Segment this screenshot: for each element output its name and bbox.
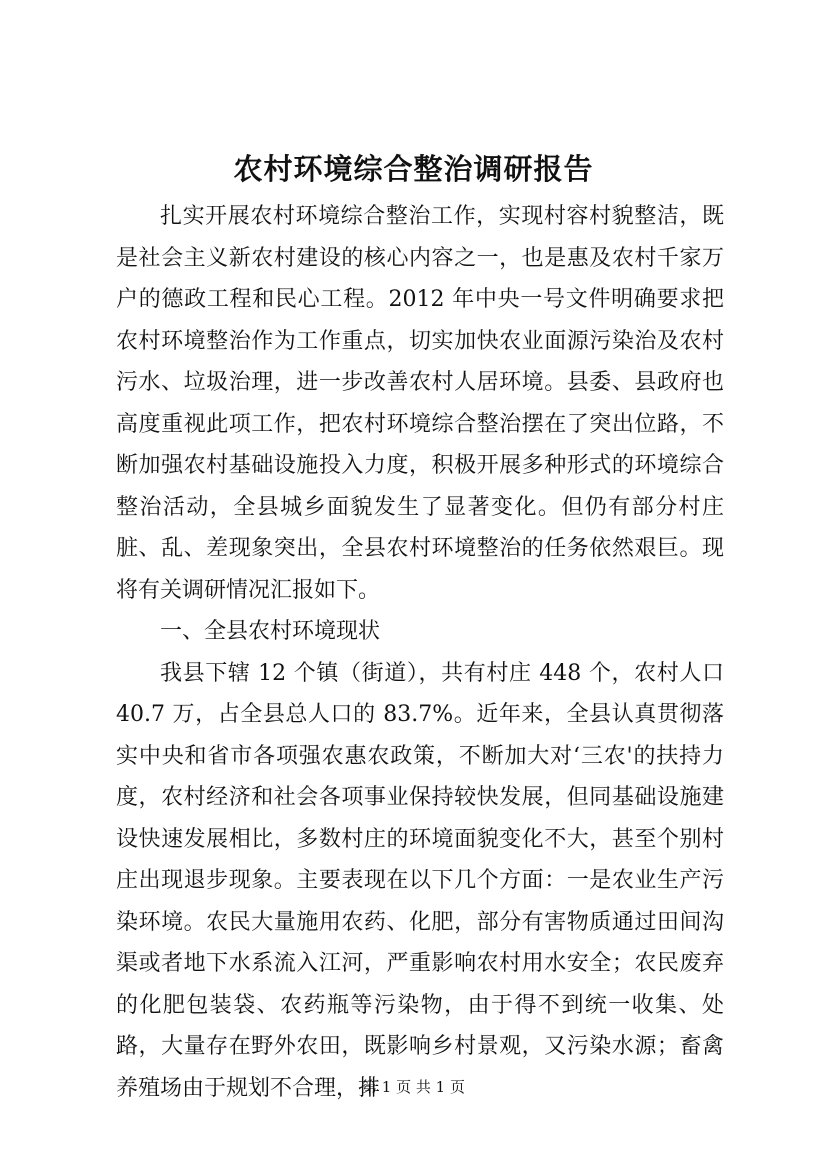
section-heading: 一、全县农村环境现状 xyxy=(160,619,381,644)
document-title: 农村环境综合整治调研报告 xyxy=(233,152,594,186)
status-paragraph: 我县下辖 12 个镇（街道），共有村庄 448 个，农村人口 40.7 万，占全县总人口的 83.7%。近年来，全县认真贯彻落实中央和省市各项强农惠农政策，不断加大对‘三农'的扶持力度，农村经济和社会各项事业保持较快发展，但同基础设施建设快速发展相比，多数村庄的环境面貌变化不大，甚至个别村庄出现退步现象。主要表现在以下几个方面：一是农业生产污染环境。农民大量施用农药、化肥，部分有害物质通过田间沟渠或者地下水系流入江河，严重影响农村用水安全；农民废弃的化肥包装袋、农药瓶等污染物，由于得不到统一收集、处路，大量存在野外农田，既影响乡村景观，又污染水源；畜禽养殖场由于规划不合理，排 xyxy=(116,660,724,1101)
page-footer: 第 1 页 共 1 页 xyxy=(362,1078,465,1096)
document-body xyxy=(116,196,724,1109)
intro-paragraph: 扎实开展农村环境综合整治工作，实现村容村貌整洁，既是社会主义新农村建设的核心内容之一，也是惠及农村千家万户的德政工程和民心工程。2012 年中央一号文件明确要求把农村环境整治作为工作重点，切实加快农业面源污染治及农村污水、垃圾治理，进一步改善农村人居环境。县委、县政府也高度重视此项工作，把农村环境综合整治摆在了突出位路，不断加强农村基础设施投入力度，积极开展多种形式的环境综合整治活动，全县城乡面貌发生了显著变化。但仍有部分村庄脏、乱、差现象突出，全县农村环境整治的任务依然艰巨。现将有关调研情况汇报如下。 xyxy=(116,204,724,603)
